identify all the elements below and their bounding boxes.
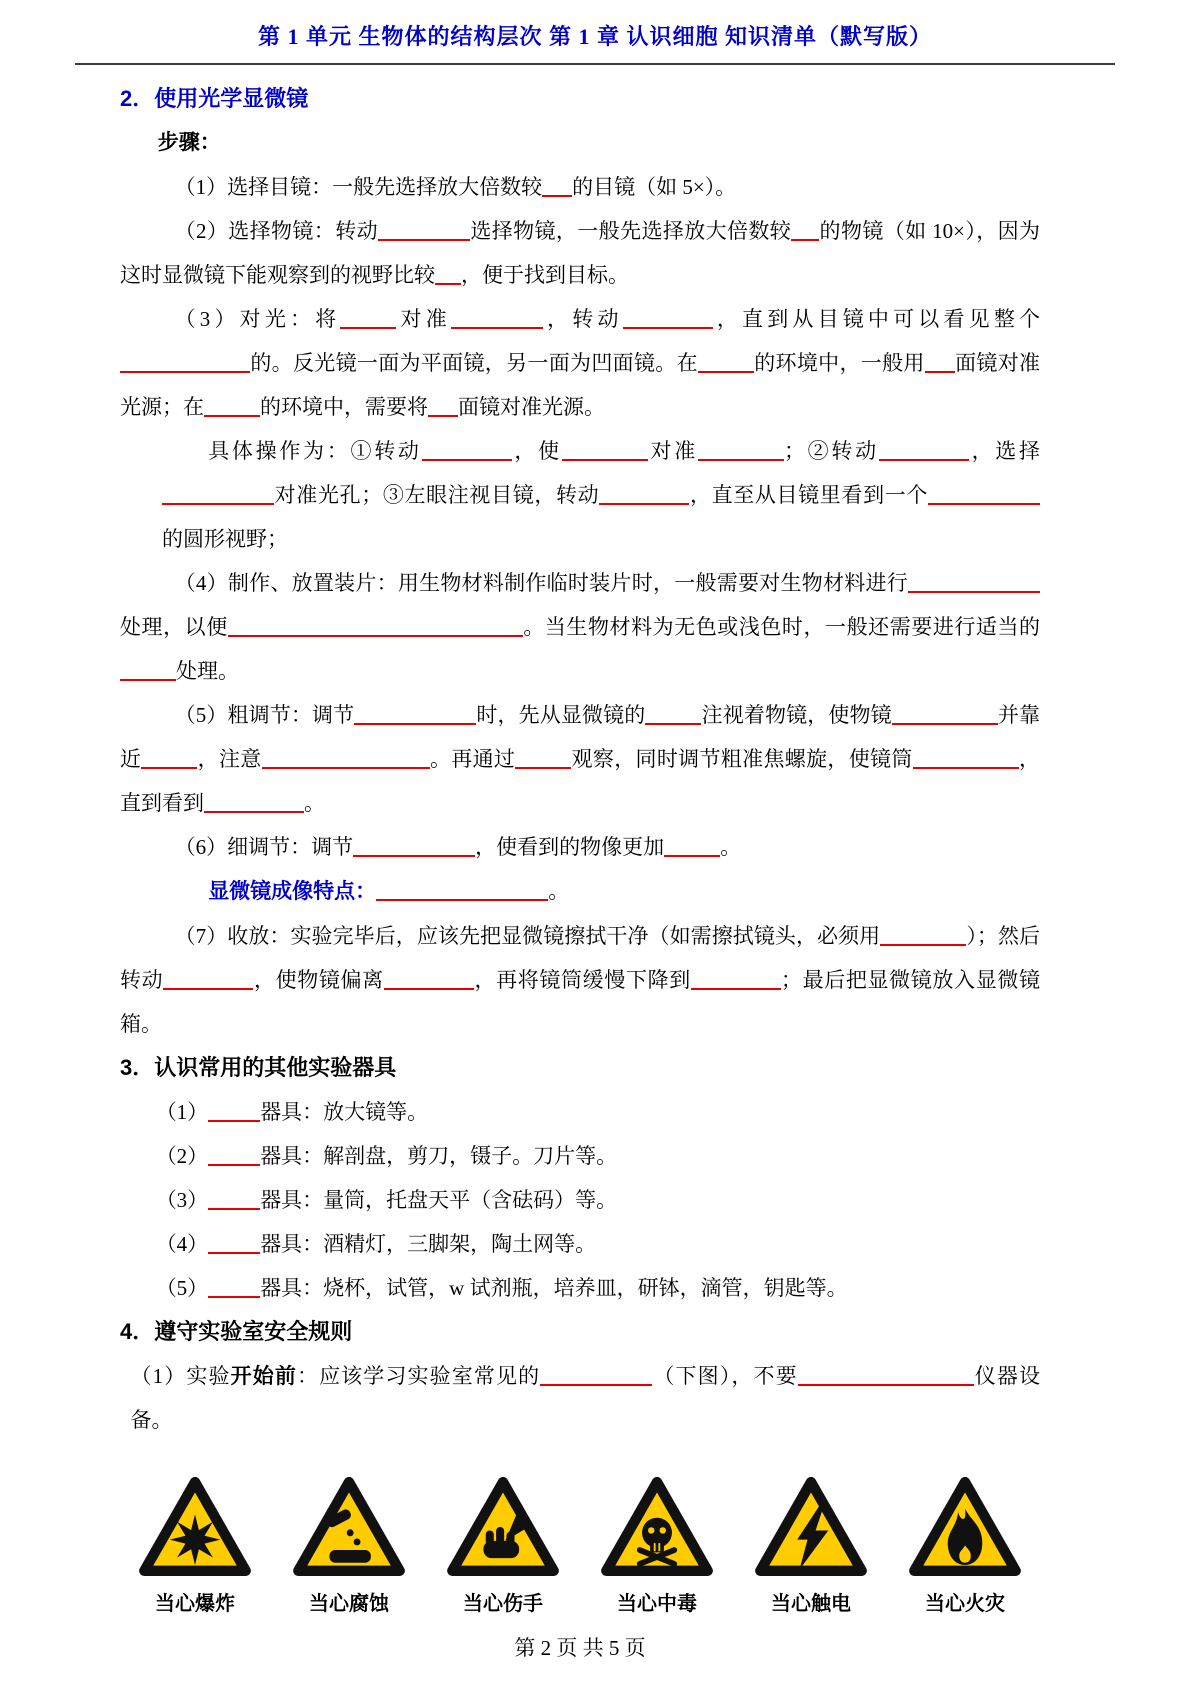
fill-in-blank xyxy=(698,440,784,461)
text-run: ；②转动 xyxy=(783,439,879,463)
text-run: 。 xyxy=(304,791,325,815)
text-run: 。 xyxy=(548,879,570,903)
warning-sign-label: 当心爆炸 xyxy=(155,1593,235,1615)
text-run: ，直到看到 xyxy=(120,747,1041,815)
step-1 xyxy=(120,165,1040,209)
fill-in-blank xyxy=(664,836,720,857)
fill-in-blank xyxy=(908,572,1040,593)
text-run: 器具：解剖盘，剪刀，镊子。刀片等。 xyxy=(260,1144,618,1168)
text-run: 。再通过 xyxy=(429,747,516,771)
electric-shock-warning-icon xyxy=(752,1474,870,1580)
text-run: 的。反光镜一面为平面镜，另一面为凹面镜。在 xyxy=(250,351,698,375)
text-run: 步骤： xyxy=(157,131,221,154)
text-run: ；最后把显微镜放入显微镜箱。 xyxy=(120,968,1041,1036)
text-run: （6）细调节：调节 xyxy=(174,835,354,859)
page-header xyxy=(0,0,1190,65)
section-3-heading xyxy=(120,1046,1040,1090)
text-run: 显微镜成像特点： xyxy=(208,880,377,903)
fill-in-blank xyxy=(378,220,470,241)
text-run: ，直到从目镜中可以看见整个 xyxy=(712,307,1041,331)
fire-warning-icon xyxy=(906,1474,1024,1580)
section-4-heading xyxy=(120,1310,1040,1354)
text-run: 开始前 xyxy=(230,1364,297,1388)
fill-in-blank xyxy=(698,352,754,373)
text-run: 对准光孔；③左眼注视目镜，转动 xyxy=(274,483,600,507)
text-run: 处理。 xyxy=(176,659,239,683)
fill-in-blank xyxy=(208,1189,260,1210)
text-run: 的环境中，一般用 xyxy=(753,351,925,375)
fill-in-blank xyxy=(892,704,998,725)
page-title: 第 1 单元 生物体的结构层次 第 1 章 认识细胞 知识清单（默写版） xyxy=(257,24,932,49)
tool-1 xyxy=(156,1090,1040,1134)
text-run: ，使物镜偏离 xyxy=(253,968,384,992)
text-run: ，转动 xyxy=(542,307,623,331)
text-run: （1） xyxy=(155,1100,209,1124)
text-run: 处理，以便 xyxy=(120,615,228,639)
fill-in-blank xyxy=(562,440,648,461)
text-run: 注视着物镜，使物镜 xyxy=(701,703,892,727)
fill-in-blank xyxy=(228,616,523,637)
warning-sign-label: 当心中毒 xyxy=(617,1593,697,1615)
text-run: 面镜对准光源；在 xyxy=(120,351,1041,419)
fill-in-blank xyxy=(204,396,260,417)
text-run: 的物镜（如 10×），因为这时显微镜下能观察到的视野比较 xyxy=(120,219,1041,287)
warning-sign-label: 当心伤手 xyxy=(463,1593,543,1615)
fill-in-blank xyxy=(540,1365,652,1386)
text-run: （2）选择物镜：转动 xyxy=(174,219,378,243)
fill-in-blank xyxy=(354,704,476,725)
text-run: 器具：量筒，托盘天平（含砝码）等。 xyxy=(260,1188,618,1212)
text-run: （下图），不要 xyxy=(652,1364,798,1388)
text-run: （5） xyxy=(155,1276,209,1300)
text-run: （1）实验 xyxy=(130,1364,231,1388)
tool-3 xyxy=(156,1178,1040,1222)
fill-in-blank xyxy=(376,880,548,901)
step-2 xyxy=(120,209,1040,297)
fill-in-blank xyxy=(645,704,701,725)
text-run: 4．遵守实验室安全规则 xyxy=(120,1319,353,1344)
fill-in-blank xyxy=(599,484,689,505)
warning-sign-corrosion xyxy=(285,1474,413,1616)
hand-injury-warning-icon xyxy=(444,1474,562,1580)
text-run: 对准 xyxy=(647,439,698,463)
text-run: 面镜对准光源。 xyxy=(458,395,605,419)
fill-in-blank xyxy=(880,925,966,946)
fill-in-blank xyxy=(435,264,461,285)
text-run: 器具：酒精灯，三脚架，陶土网等。 xyxy=(260,1232,597,1256)
text-run: 观察，同时调节粗准焦螺旋，使镜筒 xyxy=(571,747,913,771)
fill-in-blank xyxy=(204,792,304,813)
text-run: 具体操作为：①转动 xyxy=(208,439,422,463)
step-3-detail xyxy=(162,429,1040,561)
fill-in-blank xyxy=(542,176,572,197)
warning-sign-hand-injury xyxy=(439,1474,567,1616)
text-run: 的目镜（如 5×）。 xyxy=(572,175,737,199)
document-body xyxy=(0,65,1190,1442)
corrosion-warning-icon xyxy=(290,1474,408,1580)
fill-in-blank xyxy=(353,836,475,857)
text-run: 器具：放大镜等。 xyxy=(260,1100,429,1124)
text-run: （3）对光：将 xyxy=(174,307,341,331)
fill-in-blank xyxy=(141,748,197,769)
text-run: （2） xyxy=(155,1144,209,1168)
fill-in-blank xyxy=(120,660,176,681)
fill-in-blank xyxy=(208,1101,260,1122)
warning-sign-label: 当心腐蚀 xyxy=(309,1593,389,1615)
fill-in-blank xyxy=(913,748,1019,769)
text-run: （1）选择目镜：一般先选择放大倍数较 xyxy=(174,175,543,199)
text-run: 时，先从显微镜的 xyxy=(476,703,646,727)
fill-in-blank xyxy=(925,352,955,373)
text-run: ，便于找到目标。 xyxy=(461,263,629,287)
fill-in-blank xyxy=(798,1365,974,1386)
text-run: （7）收放：实验完毕后，应该先把显微镜擦拭干净（如需擦拭镜头，必须用 xyxy=(174,924,881,948)
step-7 xyxy=(120,914,1040,1046)
tool-2 xyxy=(156,1134,1040,1178)
warning-signs-row xyxy=(120,1474,1040,1616)
fill-in-blank xyxy=(162,484,274,505)
explosion-warning-icon xyxy=(136,1474,254,1580)
text-run: ：应该学习实验室常见的 xyxy=(296,1364,541,1388)
step-6 xyxy=(120,825,1040,869)
rule-1 xyxy=(131,1354,1041,1442)
fill-in-blank xyxy=(208,1233,260,1254)
warning-sign-label: 当心火灾 xyxy=(925,1593,1005,1615)
fill-in-blank xyxy=(208,1145,260,1166)
fill-in-blank xyxy=(340,308,396,329)
text-run: 器具：烧杯，试管，w 试剂瓶，培养皿，研钵，滴管，钥匙等。 xyxy=(260,1276,848,1300)
text-run: 3．认识常用的其他实验器具 xyxy=(120,1055,397,1080)
tool-5 xyxy=(156,1266,1040,1310)
section-2-heading xyxy=(120,77,1040,121)
text-run: （5）粗调节：调节 xyxy=(174,703,355,727)
fill-in-blank xyxy=(879,440,969,461)
text-run: ，选择 xyxy=(968,439,1040,463)
text-run: 对准 xyxy=(396,307,451,331)
fill-in-blank xyxy=(623,308,713,329)
fill-in-blank xyxy=(262,748,430,769)
fill-in-blank xyxy=(791,220,819,241)
imaging-feature xyxy=(162,869,1040,914)
fill-in-blank xyxy=(515,748,571,769)
text-run: 仪器设备。 xyxy=(130,1364,1041,1432)
fill-in-blank xyxy=(691,969,781,990)
text-run: ）；然后转动 xyxy=(120,924,1041,992)
text-run: 。 xyxy=(720,835,742,859)
text-run: ，直至从目镜里看到一个 xyxy=(689,483,929,507)
text-run: 2．使用光学显微镜 xyxy=(120,86,309,111)
fill-in-blank xyxy=(451,308,543,329)
page-number: 第 2 页 共 5 页 xyxy=(514,1636,646,1660)
warning-sign-fire xyxy=(901,1474,1029,1616)
fill-in-blank xyxy=(384,969,474,990)
step-4 xyxy=(120,561,1040,693)
fill-in-blank xyxy=(928,484,1040,505)
warning-sign-label: 当心触电 xyxy=(771,1593,851,1615)
fill-in-blank xyxy=(422,440,512,461)
text-run: 。当生物材料为无色或浅色时，一般还需要进行适当的 xyxy=(522,615,1041,639)
fill-in-blank xyxy=(208,1277,260,1298)
text-run: 选择物镜，一般先选择放大倍数较 xyxy=(469,219,792,243)
fill-in-blank xyxy=(428,396,458,417)
tool-4 xyxy=(156,1222,1040,1266)
fill-in-blank xyxy=(163,969,253,990)
warning-sign-poison xyxy=(593,1474,721,1616)
poison-warning-icon xyxy=(598,1474,716,1580)
step-3 xyxy=(120,297,1040,429)
text-run: （4）制作、放置装片：用生物材料制作临时装片时，一般需要对生物材料进行 xyxy=(174,571,908,595)
text-run: 的环境中，需要将 xyxy=(260,395,428,419)
text-run: 的圆形视野； xyxy=(162,527,288,551)
warning-signs-section xyxy=(0,1442,1190,1662)
text-run: ，注意 xyxy=(197,747,262,771)
text-run: （3） xyxy=(155,1188,209,1212)
text-run: ，使看到的物像更加 xyxy=(475,835,665,859)
warning-sign-explosion xyxy=(131,1474,259,1616)
text-run: ，使 xyxy=(511,439,562,463)
steps-label xyxy=(158,121,1040,165)
text-run: ，再将镜筒缓慢下降到 xyxy=(473,968,691,992)
text-run: 并靠近 xyxy=(120,703,1041,771)
step-5 xyxy=(120,693,1040,825)
text-run: （4） xyxy=(155,1232,209,1256)
warning-sign-electric-shock xyxy=(747,1474,875,1616)
fill-in-blank xyxy=(120,352,250,373)
